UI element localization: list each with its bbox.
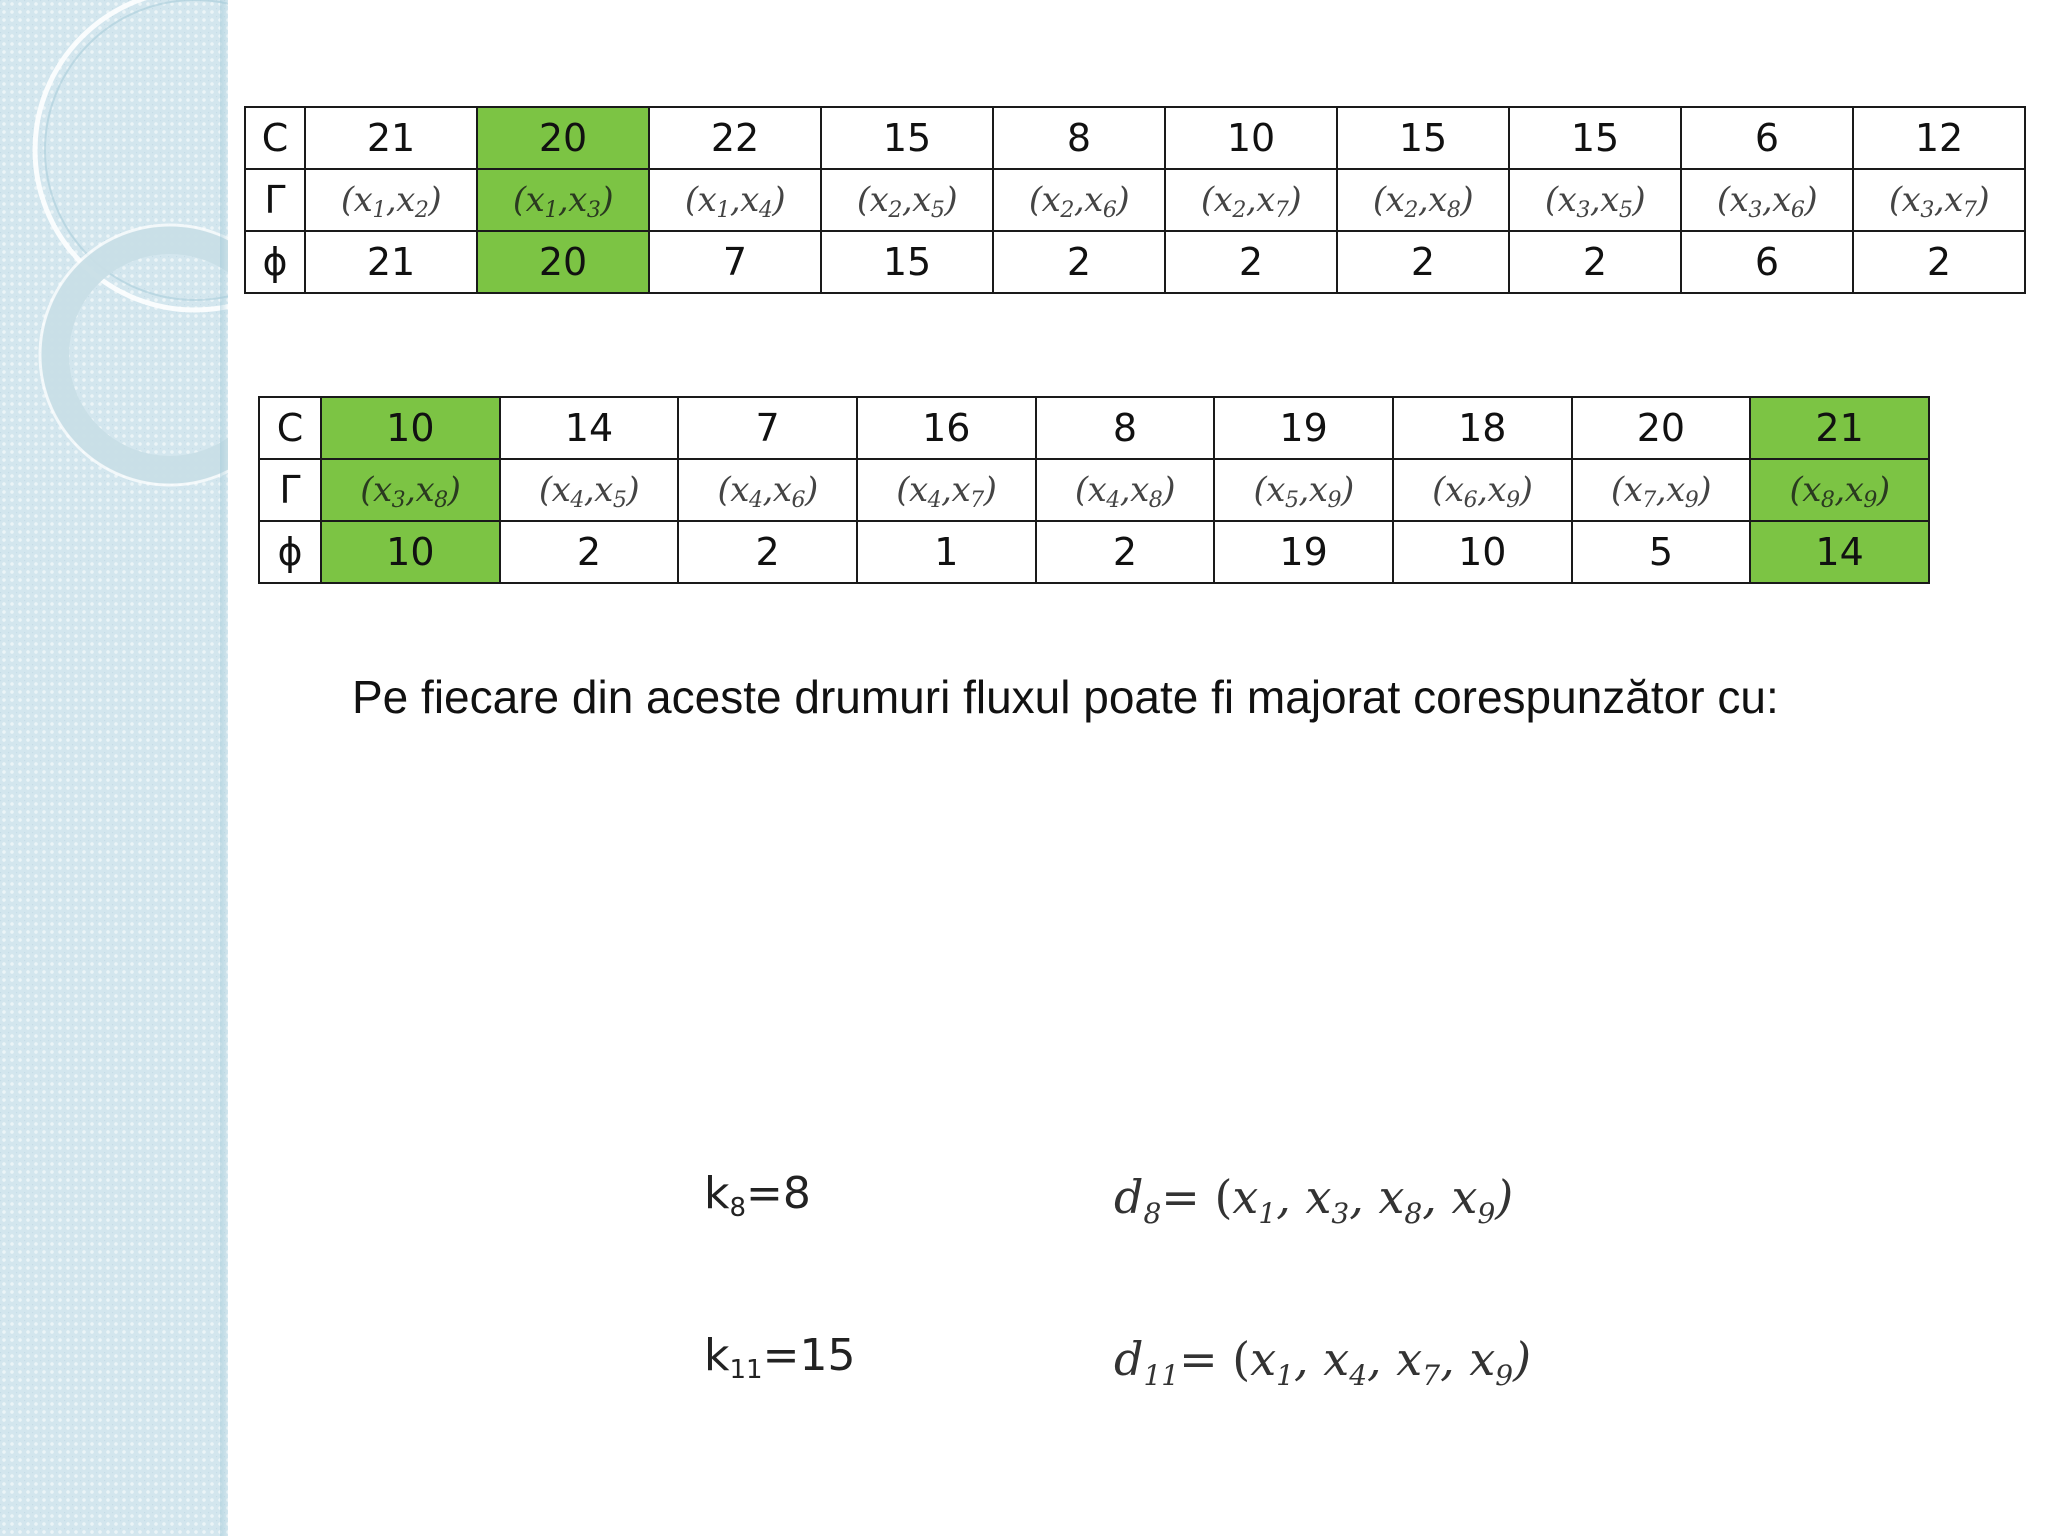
arc-sub: 2 — [414, 198, 429, 223]
arc-var: x — [525, 180, 545, 220]
arc-sub: 4 — [748, 488, 763, 513]
capacity-cell: 20 — [477, 107, 649, 169]
arc-cell: $(x_5,x_9)$ — [1214, 459, 1393, 521]
flow-cell: 2 — [1337, 231, 1509, 293]
capacity-cell: 14 — [500, 397, 679, 459]
arc-sub: 6 — [1463, 488, 1478, 513]
arc-sub: 6 — [791, 488, 805, 513]
flow-cell: 2 — [993, 231, 1165, 293]
arc-var: x — [1600, 180, 1619, 220]
path-node-sub: 9 — [1477, 1197, 1496, 1230]
flow-cell: 10 — [1393, 521, 1572, 583]
capacity-cell: 18 — [1393, 397, 1572, 459]
arc-var: x — [1428, 180, 1447, 220]
path-node-sub: 7 — [1422, 1359, 1441, 1392]
arc-sub: 2 — [1232, 198, 1246, 223]
arc-cell: $(x_6,x_9)$ — [1393, 459, 1572, 521]
row-label-c: C — [259, 397, 321, 459]
arc-sub: 4 — [927, 488, 942, 513]
arc-var: x — [1844, 470, 1864, 510]
path-node: x — [1451, 1170, 1478, 1224]
arc-cell: $(x_2,x_5)$ — [821, 169, 993, 231]
arc-var: x — [1444, 470, 1464, 510]
decorative-sidebar — [0, 0, 228, 1536]
explanation-paragraph: Pe fiecare din aceste drumuri fluxul poate fi majorat corespunzător cu: — [352, 671, 1779, 723]
arc-var: x — [772, 470, 792, 510]
capacity-cell: 10 — [1165, 107, 1337, 169]
arc-var: x — [594, 470, 613, 510]
arc-sub: 6 — [1790, 198, 1805, 223]
flow-cell: 2 — [678, 521, 857, 583]
arc-var: x — [1729, 180, 1749, 220]
capacity-cell: 7 — [678, 397, 857, 459]
k-sub: 11 — [729, 1355, 763, 1385]
d-letter: d — [1114, 1170, 1144, 1224]
k-letter: k — [704, 1330, 730, 1381]
capacity-cell: 19 — [1214, 397, 1393, 459]
arc-var: x — [568, 180, 587, 220]
arc-var: x — [908, 470, 928, 510]
arc-cell: $(x_1,x_4)$ — [649, 169, 821, 231]
arc-cell: $(x_2,x_8)$ — [1337, 169, 1509, 231]
arc-var: x — [1557, 180, 1577, 220]
arc-cell: $(x_7,x_9)$ — [1572, 459, 1751, 521]
arc-cell: $(x_1,x_2)$ — [305, 169, 477, 231]
k-value: =15 — [762, 1330, 856, 1381]
path-node: x — [1323, 1332, 1350, 1386]
augment-amount-k8 — [704, 1168, 811, 1223]
flow-cell: 2 — [1509, 231, 1681, 293]
flow-row — [259, 521, 1929, 583]
arc-var: x — [1623, 470, 1643, 510]
arc-var: x — [1266, 470, 1285, 510]
row-label-phi: ϕ — [259, 521, 321, 583]
flow-table-2 — [258, 396, 1930, 584]
capacity-cell: 22 — [649, 107, 821, 169]
arc-sub: 4 — [758, 198, 773, 223]
path-d8: $d_8= (x_1$, $x_3$, $x_8$, $x_9$) — [1114, 1170, 1514, 1230]
d-eq: = ( — [1179, 1332, 1251, 1386]
flow-table-1 — [244, 106, 2026, 294]
arc-cell: $(x_3,x_5)$ — [1509, 169, 1681, 231]
arc-sub: 9 — [1506, 488, 1520, 513]
capacity-cell: 12 — [1853, 107, 2025, 169]
arc-sub: 1 — [716, 198, 730, 223]
arc-sub: 3 — [1920, 198, 1934, 223]
capacity-cell: 8 — [993, 107, 1165, 169]
arc-cell: $(x_1,x_3)$ — [477, 169, 649, 231]
arc-sub: 5 — [1618, 198, 1633, 223]
flow-cell: 15 — [821, 231, 993, 293]
arc-sub: 5 — [930, 198, 945, 223]
flow-cell: 2 — [1036, 521, 1215, 583]
arc-var: x — [1256, 180, 1275, 220]
arc-var: x — [1487, 470, 1507, 510]
capacity-cell: 16 — [857, 397, 1036, 459]
path-node: x — [1469, 1332, 1496, 1386]
arc-sub: 8 — [1148, 488, 1163, 513]
arc-row — [259, 459, 1929, 521]
capacity-cell: 21 — [305, 107, 477, 169]
arc-var: x — [1901, 180, 1921, 220]
path-node-sub: 4 — [1349, 1359, 1368, 1392]
arc-cell: $(x_2,x_7)$ — [1165, 169, 1337, 231]
arc-var: x — [1084, 180, 1103, 220]
arc-var: x — [951, 470, 971, 510]
arc-var: x — [1213, 180, 1233, 220]
arc-var: x — [396, 180, 415, 220]
row-label-c: C — [245, 107, 305, 169]
k-sub: 8 — [729, 1193, 747, 1223]
arc-sub: 3 — [586, 198, 601, 223]
arc-sub: 5 — [1284, 488, 1299, 513]
flow-cell: 2 — [1165, 231, 1337, 293]
arc-var: x — [1308, 470, 1328, 510]
row-label-gamma: Γ — [245, 169, 305, 231]
arc-sub: 2 — [1404, 198, 1418, 223]
arc-sub: 5 — [612, 488, 627, 513]
arc-var: x — [1772, 180, 1791, 220]
arc-sub: 3 — [391, 488, 406, 513]
arc-sub: 8 — [1446, 198, 1461, 223]
arc-cell: $(x_4,x_7)$ — [857, 459, 1036, 521]
path-node: x — [1250, 1332, 1277, 1386]
path-node-sub: 1 — [1258, 1197, 1277, 1230]
flow-cell: 6 — [1681, 231, 1853, 293]
flow-cell: 20 — [477, 231, 649, 293]
decorative-rings — [0, 0, 228, 1536]
k-value: =8 — [746, 1168, 811, 1219]
arc-var: x — [912, 180, 931, 220]
capacity-cell: 21 — [1750, 397, 1929, 459]
capacity-cell: 6 — [1681, 107, 1853, 169]
k-letter: k — [704, 1168, 730, 1219]
d-eq: = ( — [1161, 1170, 1233, 1224]
path-node-sub: 8 — [1404, 1197, 1423, 1230]
arc-var: x — [730, 470, 749, 510]
d-sub: 11 — [1143, 1359, 1180, 1392]
arc-sub: 7 — [1642, 488, 1656, 513]
arc-var: x — [353, 180, 373, 220]
arc-var: x — [1666, 470, 1685, 510]
arc-sub: 9 — [1863, 488, 1877, 513]
path-node: x — [1396, 1332, 1423, 1386]
arc-sub: 7 — [970, 488, 984, 513]
arc-var: x — [869, 180, 889, 220]
arc-sub: 4 — [1106, 488, 1120, 513]
arc-var: x — [551, 470, 571, 510]
arc-cell: $(x_4,x_8)$ — [1036, 459, 1215, 521]
sidebar-edge — [220, 0, 228, 1536]
arc-var: x — [372, 470, 392, 510]
flow-cell: 10 — [321, 521, 500, 583]
capacity-cell: 15 — [1337, 107, 1509, 169]
arc-sub: 2 — [1060, 198, 1074, 223]
path-node: x — [1232, 1170, 1259, 1224]
flow-cell: 2 — [500, 521, 679, 583]
capacity-row — [259, 397, 1929, 459]
flow-cell: 14 — [1750, 521, 1929, 583]
arc-var: x — [1802, 470, 1821, 510]
arc-sub: 9 — [1684, 488, 1699, 513]
path-node-sub: 9 — [1495, 1359, 1514, 1392]
arc-sub: 1 — [544, 198, 558, 223]
flow-cell: 21 — [305, 231, 477, 293]
flow-cell: 2 — [1853, 231, 2025, 293]
arc-var: x — [1944, 180, 1963, 220]
arc-var: x — [740, 180, 759, 220]
arc-sub: 1 — [372, 198, 386, 223]
path-node-sub: 3 — [1331, 1197, 1350, 1230]
path-d11: $d_{11}= (x_1$, $x_4$, $x_7$, $x_9$) — [1114, 1332, 1532, 1392]
arc-cell: $(x_3,x_6)$ — [1681, 169, 1853, 231]
arc-cell: $(x_4,x_6)$ — [678, 459, 857, 521]
path-node: x — [1305, 1170, 1332, 1224]
flow-cell: 5 — [1572, 521, 1751, 583]
arc-sub: 7 — [1274, 198, 1289, 223]
capacity-row — [245, 107, 2025, 169]
arc-sub: 4 — [570, 488, 584, 513]
capacity-cell: 10 — [321, 397, 500, 459]
arc-sub: 7 — [1962, 198, 1977, 223]
d-sub: 8 — [1143, 1197, 1162, 1230]
arc-var: x — [697, 180, 717, 220]
capacity-cell: 20 — [1572, 397, 1751, 459]
arc-sub: 6 — [1102, 198, 1117, 223]
arc-var: x — [1385, 180, 1405, 220]
arc-var: x — [1041, 180, 1061, 220]
arc-var: x — [1130, 470, 1149, 510]
d-letter: d — [1114, 1332, 1144, 1386]
arc-sub: 9 — [1327, 488, 1341, 513]
capacity-cell: 15 — [821, 107, 993, 169]
arc-row — [245, 169, 2025, 231]
flow-cell: 7 — [649, 231, 821, 293]
arc-sub: 3 — [1576, 198, 1590, 223]
capacity-cell: 8 — [1036, 397, 1215, 459]
row-label-gamma: Γ — [259, 459, 321, 521]
flow-cell: 1 — [857, 521, 1036, 583]
arc-sub: 8 — [434, 488, 448, 513]
flow-row — [245, 231, 2025, 293]
path-node: x — [1378, 1170, 1405, 1224]
arc-cell: $(x_2,x_6)$ — [993, 169, 1165, 231]
arc-sub: 2 — [888, 198, 902, 223]
path-node-sub: 1 — [1276, 1359, 1294, 1392]
capacity-cell: 15 — [1509, 107, 1681, 169]
arc-cell: $(x_4,x_5)$ — [500, 459, 679, 521]
arc-sub: 8 — [1820, 488, 1835, 513]
arc-sub: 3 — [1748, 198, 1762, 223]
arc-var: x — [415, 470, 435, 510]
arc-cell: $(x_8,x_9)$ — [1750, 459, 1929, 521]
arc-cell: $(x_3,x_7)$ — [1853, 169, 2025, 231]
arc-var: x — [1087, 470, 1107, 510]
flow-cell: 19 — [1214, 521, 1393, 583]
arc-cell: $(x_3,x_8)$ — [321, 459, 500, 521]
row-label-phi: ϕ — [245, 231, 305, 293]
augment-amount-k11 — [704, 1330, 856, 1385]
